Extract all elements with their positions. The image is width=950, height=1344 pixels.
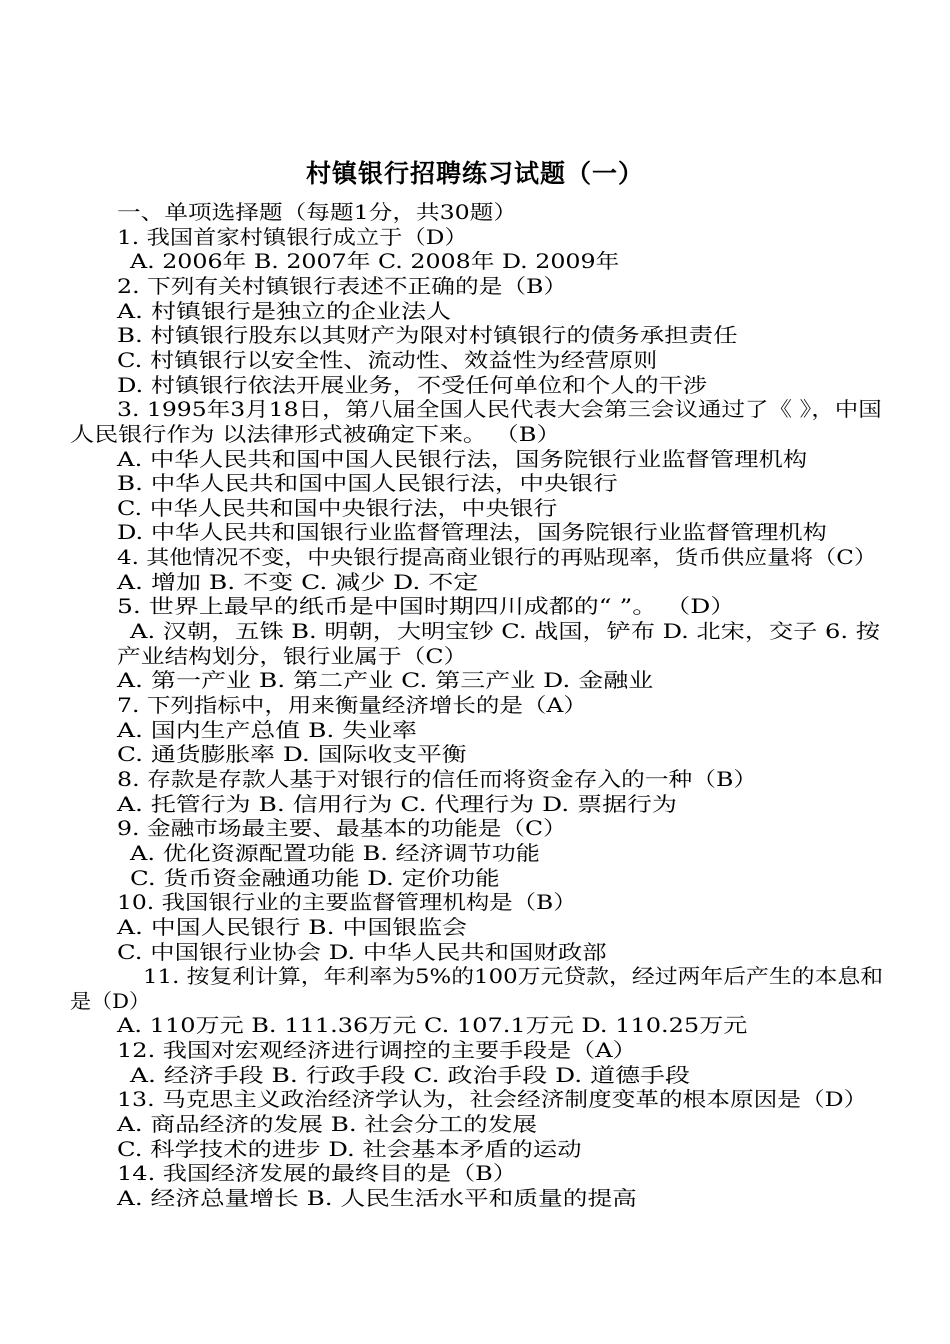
text-line: C. 货币资金融通功能 D. 定价功能 <box>130 865 500 890</box>
text-line: A. 汉朝，五铢 B. 明朝，大明宝钞 C. 战国，铲布 D. 北宋，交子 6. 按 <box>130 619 880 644</box>
text-line: A. 2006年 B. 2007年 C. 2008年 D. 2009年 <box>130 249 620 274</box>
text-line: A. 国内生产总值 B. 失业率 <box>117 717 417 742</box>
text-line: A. 110万元 B. 111.36万元 C. 107.1万元 D. 110.25万元 <box>117 1013 748 1038</box>
text-line: 4. 其他情况不变，中央银行提高商业银行的再贴现率，货币供应量将（C） <box>117 545 877 570</box>
text-line: A. 中华人民共和国中国人民银行法，国务院银行业监督管理机构 <box>117 446 808 471</box>
text-line: 一、单项选择题（每题1分，共30题） <box>117 200 518 224</box>
text-line: A. 第一产业 B. 第二产业 C. 第三产业 D. 金融业 <box>117 668 654 693</box>
text-line: 3. 1995年3月18日，第八届全国人民代表大会第三会议通过了《 》，中国 <box>117 397 882 422</box>
text-line: A. 增加 B. 不变 C. 减少 D. 不定 <box>117 569 479 594</box>
text-line: 7. 下列指标中，用来衡量经济增长的是（A） <box>117 693 587 717</box>
text-line: 2. 下列有关村镇银行表述不正确的是（B） <box>117 273 568 298</box>
text-line: 是（D） <box>70 988 151 1013</box>
text-line: 5. 世界上最早的纸币是中国时期四川成都的“ ”。 （D） <box>117 594 736 619</box>
text-line: D. 中华人民共和国银行业监督管理法，国务院银行业监督管理机构 <box>117 520 827 545</box>
text-line: C. 通货膨胀率 D. 国际收支平衡 <box>117 742 467 767</box>
text-line: A. 商品经济的发展 B. 社会分工的发展 <box>117 1112 538 1137</box>
text-line: D. 村镇银行依法开展业务，不受任何单位和个人的干涉 <box>117 372 708 397</box>
text-line: B. 中华人民共和国中国人民银行法，中央银行 <box>117 471 618 496</box>
text-line: C. 科学技术的进步 D. 社会基本矛盾的运动 <box>117 1136 582 1161</box>
text-line: A. 村镇银行是独立的企业法人 <box>117 298 451 323</box>
text-line: C. 村镇银行以安全性、流动性、效益性为经营原则 <box>117 347 658 372</box>
text-line: 13. 马克思主义政治经济学认为，社会经济制度变革的根本原因是（D） <box>117 1087 868 1112</box>
text-line: 10. 我国银行业的主要监督管理机构是（B） <box>117 890 577 915</box>
document-title: 村镇银行招聘练习试题（一） <box>305 159 644 188</box>
text-line: 11. 按复利计算，年利率为5%的100万元贷款，经过两年后产生的本息和 <box>143 964 884 989</box>
text-line: 产业结构划分，银行业属于（C） <box>117 643 468 668</box>
text-line: 12. 我国对宏观经济进行调控的主要手段是（A） <box>117 1038 637 1063</box>
text-line: C. 中国银行业协会 D. 中华人民共和国财政部 <box>117 939 607 964</box>
text-line: A. 托管行为 B. 信用行为 C. 代理行为 D. 票据行为 <box>117 791 677 816</box>
text-line: 1. 我国首家村镇银行成立于（D） <box>117 224 468 249</box>
text-line: A. 优化资源配置功能 B. 经济调节功能 <box>130 840 540 865</box>
text-line: 人民银行作为 以法律形式被确定下来。 （B） <box>70 421 561 446</box>
text-line: 8. 存款是存款人基于对银行的信任而将资金存入的一种（B） <box>117 766 758 791</box>
text-line: C. 中华人民共和国中央银行法，中央银行 <box>117 495 558 520</box>
text-line: A. 经济总量增长 B. 人民生活水平和质量的提高 <box>117 1186 637 1210</box>
text-line: A. 经济手段 B. 行政手段 C. 政治手段 D. 道德手段 <box>130 1062 690 1087</box>
text-line: B. 村镇银行股东以其财产为限对村镇银行的债务承担责任 <box>117 323 738 348</box>
text-line: 9. 金融市场最主要、最基本的功能是（C） <box>117 816 567 841</box>
text-line: 14. 我国经济发展的最终目的是（B） <box>117 1161 517 1186</box>
text-line: A. 中国人民银行 B. 中国银监会 <box>117 914 468 939</box>
